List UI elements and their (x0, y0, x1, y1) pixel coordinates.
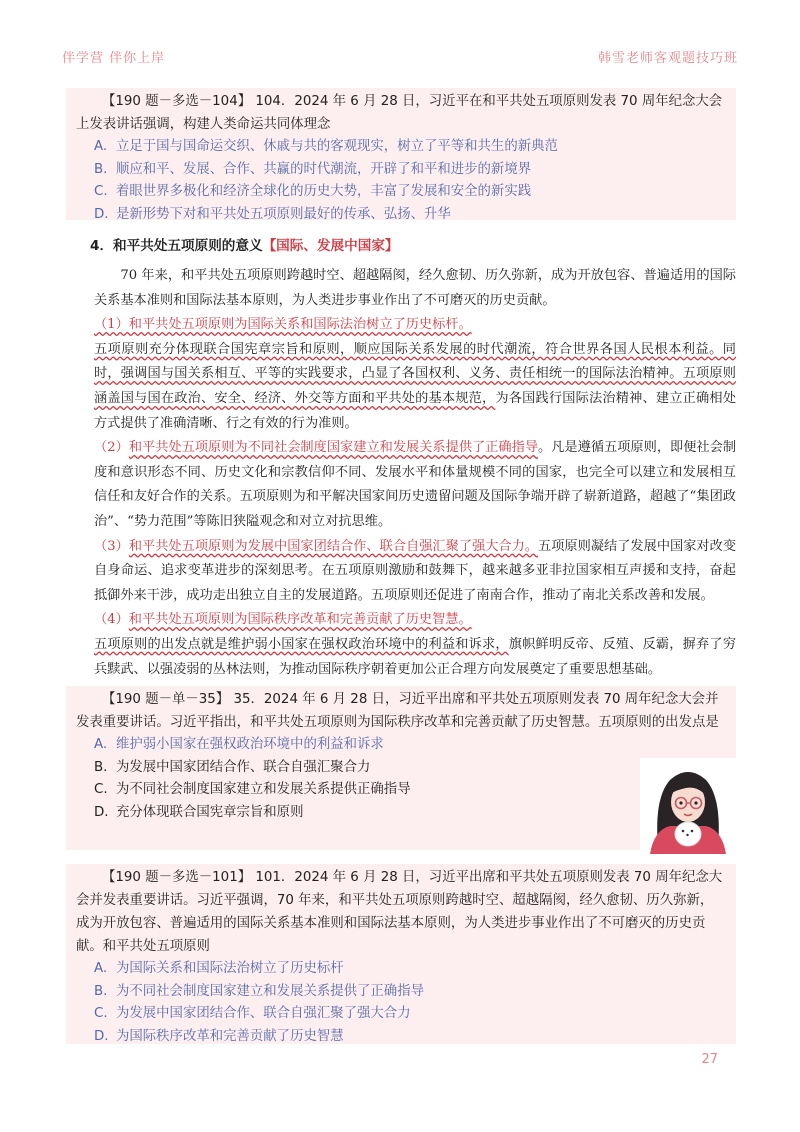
option-b[interactable]: B. 为发展中国家团结合作、联合自强汇聚合力 (94, 759, 371, 775)
point-1-heading: （1）和平共处五项原则为国际关系和国际法治树立了历史标杆。 (94, 317, 472, 333)
point-4-text: 五项原则的出发点就是维护弱小国家在强权政治环境中的利益和诉求，旗帜鲜明反帝、反殖、反霸，摒弃了穷兵黩武、以强凌弱的丛林法则，为推动国际秩序朝着更加公正合理方向发展奠定了重要思想基础。 (94, 636, 736, 677)
section-title: 4．和平共处五项原则的意义【国际、发展中国家】 (90, 238, 399, 254)
option-d[interactable]: D. 充分体现联合国宪章宗旨和原则 (94, 804, 304, 820)
question-text: 35．2024 年 6 月 28 日，习近平出席和平共处五项原则发表 70 周年纪念大会并发表重要讲话。习近平指出，和平共处五项原则为国际秩序改革和完善贡献了历史智慧。五项原则的出发点是 (76, 692, 719, 730)
option-d[interactable]: D. 是新形势下对和平共处五项原则最好的传承、弘扬、升华 (94, 206, 451, 222)
point-2-heading: 和平共处五项原则为不同社会制度国家建立和发展关系提供了正确指导 (128, 440, 539, 456)
point-4-heading: 和平共处五项原则为国际秩序改革和完善贡献了历史智慧。 (128, 612, 472, 628)
header-course-title: 韩雪老师客观题技巧班 (597, 51, 738, 66)
option-c[interactable]: C. 为发展中国家团结合作、联合自强汇聚了强大合力 (94, 1006, 411, 1021)
point-1 (94, 313, 736, 338)
header-brand: 伴学营 伴你上岸 (62, 51, 166, 66)
option-b[interactable]: B. 为不同社会制度国家建立和发展关系提供了正确指导 (94, 983, 424, 999)
option-a[interactable]: A. 立足于国与国命运交织、休戚与共的客观现实，树立了平等和共生的新典范 (94, 139, 558, 154)
teacher-avatar (640, 758, 736, 854)
question-stem (66, 686, 736, 734)
question-stem (66, 88, 736, 136)
point-3: （3）和平共处五项原则为发展中国家团结合作、联合自强汇聚了强大合力。五项原则凝结了发展中国家对改变自身命运、追求变革进步的深刻思考。在五项原则激励和鼓舞下，越来越多亚非拉国家相互声援和支持，奋起抵御外来干涉，成功走出独立自主的发展道路。五项原则还促进了南南合作，推动了南北关系改善和发展。 (94, 538, 737, 603)
question-block-2 (66, 686, 736, 850)
question-text: 104．2024 年 6 月 28 日，习近平在和平共处五项原则发表 70 周年纪念大会上发表讲话强调，构建人类命运共同体理念 (76, 94, 723, 132)
question-block-1 (66, 88, 736, 220)
option-c[interactable]: C. 着眼世界多极化和经济全球化的历史大势，丰富了发展和安全的新实践 (94, 184, 532, 199)
point-4: （4）和平共处五项原则为国际秩序改革和完善贡献了历史智慧。 (94, 612, 472, 628)
intro-paragraph: 70 年来，和平共处五项原则跨越时空、超越隔阂，经久愈韧、历久弥新，成为开放包容、普遍适用的国际关系基本准则和国际法基本原则，为人类进步事业作出了不可磨灭的历史贡献。 (94, 268, 736, 308)
page-number: 27 (701, 1052, 718, 1067)
point-2: （2）和平共处五项原则为不同社会制度国家建立和发展关系提供了正确指导。凡是遵循五项原则，即便社会制度和意识形态不同、历史文化和宗教信仰不同、发展水平和体量规模不同的国家，也完全可以建立和发展相互信任和友好合作的关系。五项原则为和平解决国家间历史遗留问题及国际争端开辟了崭新道路，超越了“集团政治”、“势力范围”等陈旧狭隘观念和对立对抗思维。 (94, 440, 737, 529)
option-a[interactable]: A. 维护弱小国家在强权政治环境中的利益和诉求 (94, 737, 384, 752)
point-3-heading: 和平共处五项原则为发展中国家团结合作、联合自强汇聚了强大合力。 (128, 538, 539, 554)
body-text (94, 264, 736, 682)
question-tag: 【190 题－多选－104】 (102, 94, 252, 109)
question-block-3 (66, 864, 736, 1044)
question-stem (66, 864, 736, 958)
point-1-text: 五项原则充分体现联合国宪章宗旨和原则，顺应国际关系发展的时代潮流，符合世界各国人民根本利益。同时，强调国与国关系相互、平等的实践要求，凸显了各国权利、义务、责任相统一的国际法治精神。五项原则涵盖国与国在政治、安全、经济、外交等方面和平共处的基本规范，为各国践行国际法治精神、建立正确相处方式提供了准确清晰、行之有效的行为准则。 (94, 341, 737, 431)
option-c[interactable]: C. 为不同社会制度国家建立和发展关系提供正确指导 (94, 782, 411, 797)
question-tag: 【190 题－单－35】 (102, 692, 230, 707)
option-b[interactable]: B. 顺应和平、发展、合作、共赢的时代潮流，开辟了和平和进步的新境界 (94, 161, 532, 177)
question-tag: 【190 题－多选－101】 (102, 870, 252, 885)
question-text: 101．2024 年 6 月 28 日，习近平出席和平共处五项原则发表 70 周年纪念大会并发表重要讲话。习近平强调，70 年来，和平共处五项原则跨越时空、超越隔阂，经久愈韧、历久弥新，成为开放包容、普遍适用的国际关系基本准则和国际法基本原则，为人类进步事业作出了不可磨灭的历史贡献。和平共处五项原则 (76, 870, 723, 954)
option-d[interactable]: D. 为国际秩序改革和完善贡献了历史智慧 (94, 1028, 344, 1044)
option-a[interactable]: A. 为国际关系和国际法治树立了历史标杆 (94, 961, 344, 976)
section-tag: 【国际、发展中国家】 (262, 238, 399, 254)
